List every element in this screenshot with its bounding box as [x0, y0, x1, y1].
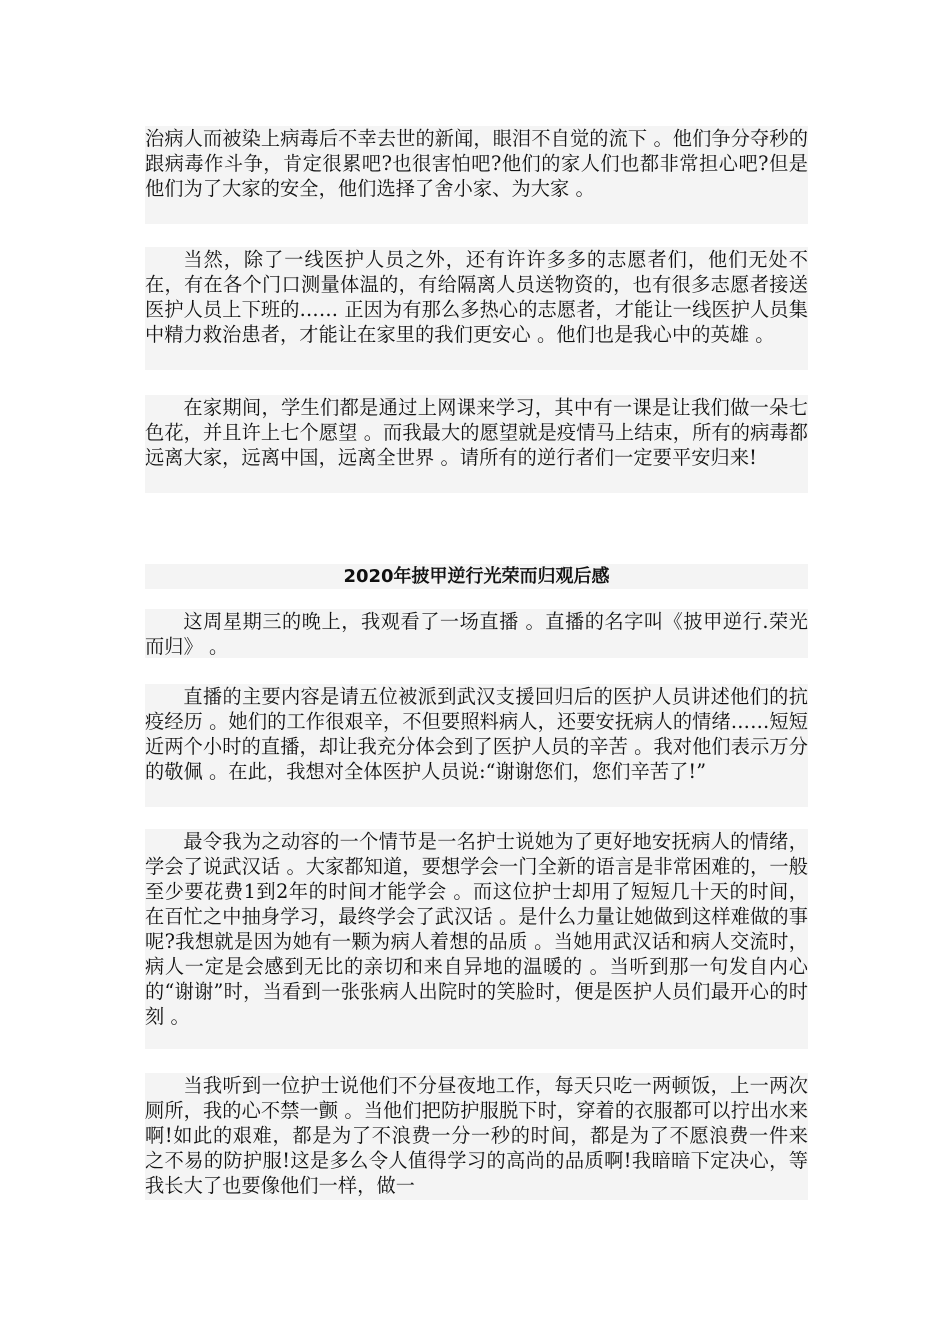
essay-title: 2020年披甲逆行光荣而归观后感 — [343, 566, 610, 587]
paragraph-text: 在家期间，学生们都是通过上网课来学习，其中有一课是让我们做一朵七色花，并且许上七个愿望 。而我最大的愿望就是疫情马上结束，所有的病毒都远离大家，远离中国，远离全世界 。请所有的逆行者们一定要平安归来! — [145, 396, 808, 469]
paragraph-text: 最令我为之动容的一个情节是一名护士说她为了更好地安抚病人的情绪，学会了说武汉话 。大家都知道，要想学会一门全新的语言是非常困难的，一般至少要花费1到2年的时间才能学会 。而这位护士却用了短短几十天的时间，在百忙之中抽身学习，最终学会了武汉话 。是什么力量让她做到这样难做的事呢?我想就是因为她有一颗为病人着想的品质 。当她用武汉话和病人交流时，病人一定是会感到无比的亲切和来自异地的温暖的 。当听到那一句发自内心的“谢谢”时，当看到一张张病人出院时的笑脸时，便是医护人员们最开心的时刻 。 — [145, 830, 808, 1028]
essay-paragraph-2 — [145, 684, 808, 807]
essay-title-block — [145, 564, 808, 589]
paragraph-text: 直播的主要内容是请五位被派到武汉支援回归后的医护人员讲述他们的抗疫经历 。她们的工作很艰辛，不但要照料病人，还要安抚病人的情绪……短短近两个小时的直播，却让我充分体会到了医护人员的辛苦 。我对他们表示万分的敬佩 。在此，我想对全体医护人员说:“谢谢您们，您们辛苦了!” — [145, 685, 808, 783]
paragraph-text: 这周星期三的晚上，我观看了一场直播 。直播的名字叫《披甲逆行.荣光而归》 。 — [145, 610, 808, 658]
paragraph-text: 当我听到一位护士说他们不分昼夜地工作，每天只吃一两顿饭，上一两次厕所，我的心不禁一颤 。当他们把防护服脱下时，穿着的衣服都可以拧出水来啊!如此的艰难，都是为了不浪费一分一秒的时间，都是为了不愿浪费一件来之不易的防护服!这是多么令人值得学习的高尚的品质啊!我暗暗下定决心，等我长大了也要像他们一样，做一 — [145, 1074, 808, 1197]
paragraph-continuation — [145, 126, 808, 224]
paragraph-volunteers — [145, 247, 808, 370]
paragraph-text: 当然，除了一线医护人员之外，还有许许多多的志愿者们，他们无处不在，有在各个门口测量体温的，有给隔离人员送物资的，也有很多志愿者接送医护人员上下班的…… 正因为有那么多热心的志愿者，才能让一线医护人员集中精力救治患者，才能让在家里的我们更安心 。他们也是我心中的英雄 。 — [145, 248, 808, 346]
essay-paragraph-1 — [145, 609, 808, 658]
essay-paragraph-4 — [145, 1073, 808, 1200]
essay-paragraph-3 — [145, 829, 808, 1049]
paragraph-text: 治病人而被染上病毒后不幸去世的新闻，眼泪不自觉的流下 。他们争分夺秒的跟病毒作斗争，肯定很累吧?也很害怕吧?他们的家人们也都非常担心吧?但是他们为了大家的安全，他们选择了舍小家、为大家 。 — [145, 127, 808, 200]
paragraph-wish — [145, 395, 808, 493]
